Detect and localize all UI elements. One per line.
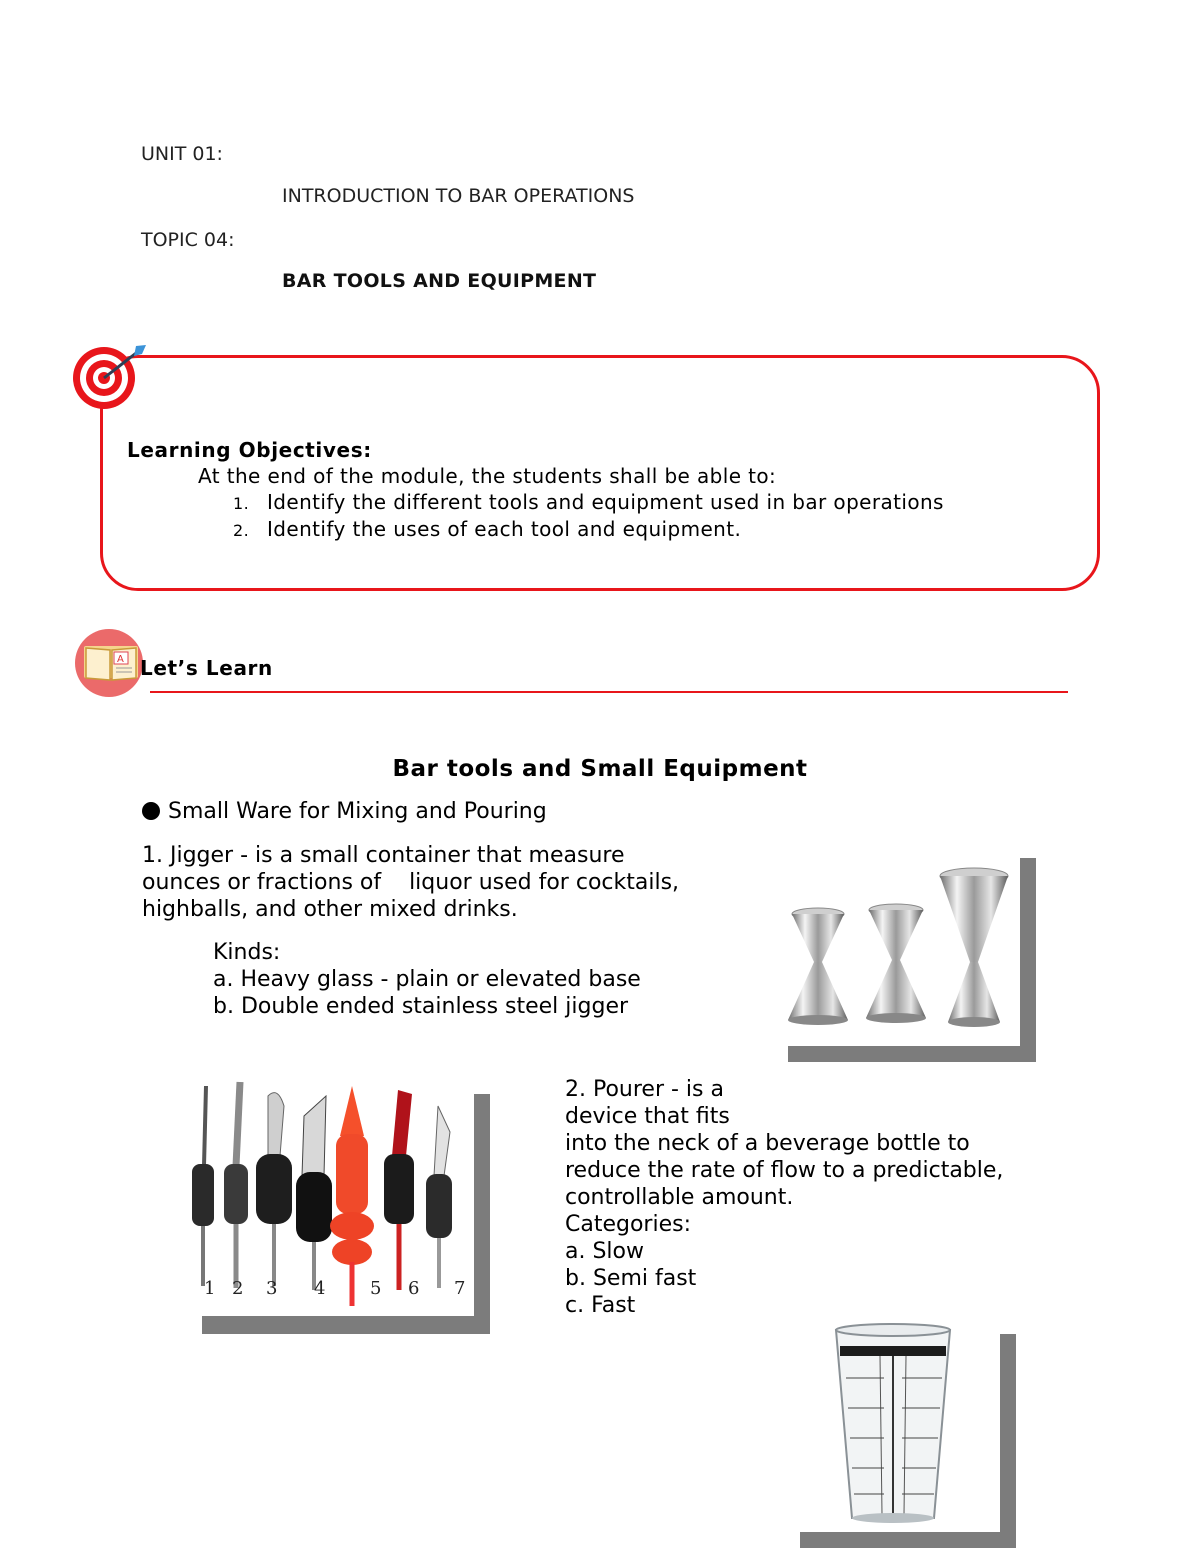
kind-item: b. Double ended stainless steel jigger — [213, 994, 629, 1019]
pourer-image — [186, 1076, 474, 1316]
target-icon — [64, 344, 150, 410]
pourer-line: into the neck of a beverage bottle to — [565, 1131, 970, 1156]
mixing-glass-image — [784, 1318, 1000, 1532]
pourer-line: 2. Pourer - is a — [565, 1077, 724, 1102]
objective-item — [233, 490, 944, 514]
unit-title: INTRODUCTION TO BAR OPERATIONS — [282, 185, 635, 207]
pourer-number: 5 — [370, 1278, 382, 1299]
kinds-label: Kinds: — [213, 940, 281, 965]
pourer-number: 6 — [408, 1278, 420, 1299]
pourer-line: b. Semi fast — [565, 1266, 697, 1291]
pourer-line: c. Fast — [565, 1293, 636, 1318]
bullet-icon — [142, 802, 160, 820]
pourer-number: 2 — [232, 1278, 244, 1299]
section-title: Bar tools and Small Equipment — [392, 756, 808, 782]
jigger-description — [142, 842, 679, 923]
objective-number: 2. — [233, 521, 250, 540]
objective-number: 1. — [233, 494, 250, 513]
book-icon — [72, 628, 150, 698]
objectives-intro: At the end of the module, the students shall be able to: — [198, 464, 777, 488]
objective-item — [233, 517, 741, 541]
pourer-line: device that fits — [565, 1104, 730, 1129]
pourer-line: a. Slow — [565, 1239, 644, 1264]
pourer-line: Categories: — [565, 1212, 691, 1237]
bullet-text: Small Ware for Mixing and Pouring — [168, 799, 547, 824]
section-divider — [150, 691, 1068, 693]
jigger-kinds — [213, 939, 641, 1020]
unit-label: UNIT 01: — [141, 143, 223, 165]
pourer-number: 3 — [266, 1278, 278, 1299]
objective-text: Identify the different tools and equipment used in bar operations — [267, 490, 944, 514]
jigger-line: highballs, and other mixed drinks. — [142, 897, 518, 922]
bullet-heading — [142, 798, 547, 825]
pourer-description — [565, 1076, 1003, 1319]
svg-text:A: A — [117, 654, 124, 665]
jigger-image — [772, 842, 1020, 1046]
kind-item: a. Heavy glass - plain or elevated base — [213, 967, 641, 992]
pourer-number: 4 — [314, 1278, 326, 1299]
topic-title: BAR TOOLS AND EQUIPMENT — [282, 270, 597, 292]
topic-label: TOPIC 04: — [141, 229, 235, 251]
pourer-line: controllable amount. — [565, 1185, 794, 1210]
pourer-line: reduce the rate of flow to a predictable, — [565, 1158, 1004, 1183]
pourer-number: 1 — [204, 1278, 216, 1299]
jigger-line: 1. Jigger - is a small container that measure — [142, 843, 625, 868]
lets-learn-title: Let’s Learn — [140, 656, 273, 680]
objectives-title: Learning Objectives: — [127, 438, 372, 462]
jigger-line: ounces or fractions of liquor used for cocktails, — [142, 870, 680, 895]
objective-text: Identify the uses of each tool and equipment. — [267, 517, 742, 541]
pourer-number: 7 — [454, 1278, 466, 1299]
